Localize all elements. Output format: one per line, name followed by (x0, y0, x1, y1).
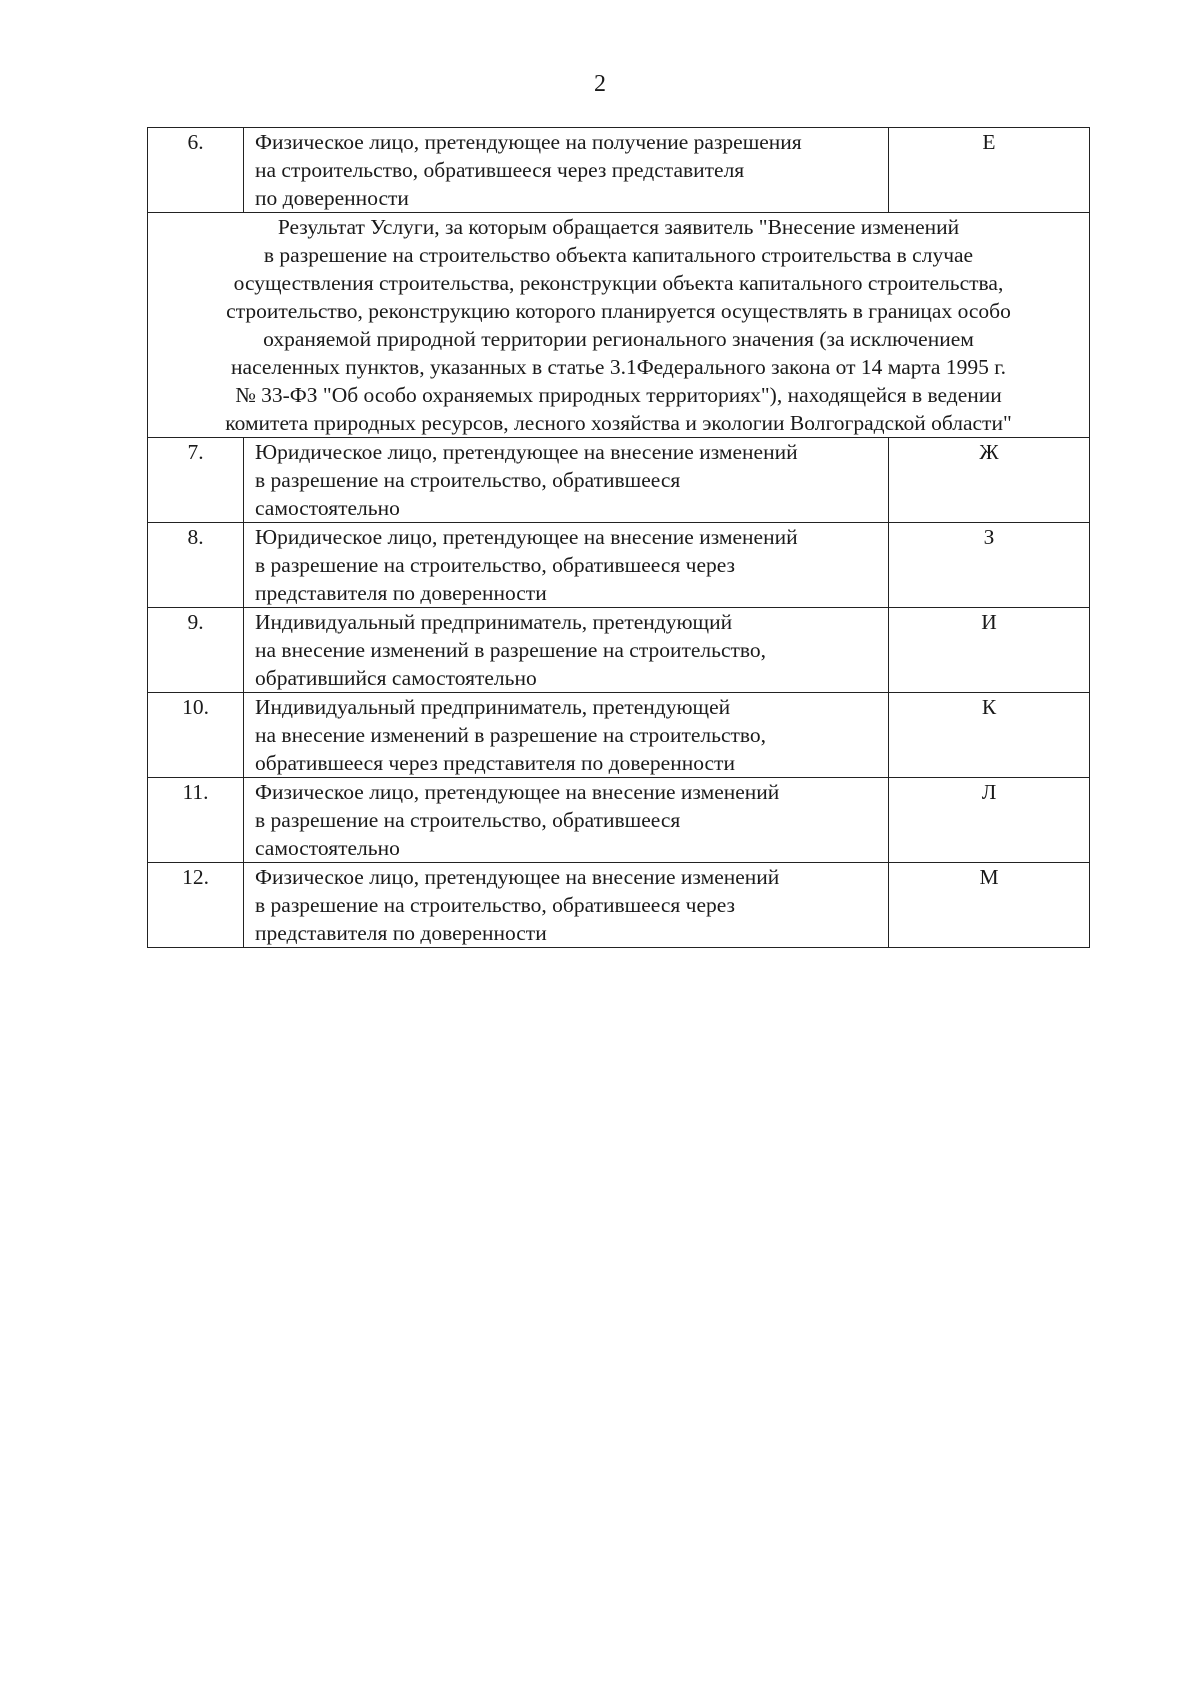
row-code: И (889, 608, 1090, 693)
page-number: 2 (594, 71, 606, 97)
description-line: самостоятельно (255, 836, 400, 860)
description-line: обратившееся через представителя по доверенности (255, 751, 735, 775)
section-header-line: № 33-ФЗ "Об особо охраняемых природных территориях"), находящейся в ведении (235, 383, 1002, 407)
description-line: обратившийся самостоятельно (255, 666, 537, 690)
table-row (148, 863, 1090, 948)
description-line: на строительство, обратившееся через представителя (255, 158, 745, 182)
section-header-line: охраняемой природной территории регионального значения (за исключением (263, 327, 974, 351)
section-header-row (148, 213, 1090, 438)
table-row (148, 693, 1090, 778)
applicant-table (147, 127, 1090, 948)
description-line: на внесение изменений в разрешение на строительство, (255, 723, 767, 747)
row-code: М (889, 863, 1090, 948)
description-line: на внесение изменений в разрешение на строительство, (255, 638, 767, 662)
description-line: в разрешение на строительство, обратившееся через (255, 893, 736, 917)
section-header (148, 213, 1090, 438)
description-line: по доверенности (255, 186, 409, 210)
description-line: в разрешение на строительство, обратившееся (255, 808, 681, 832)
description-line: Индивидуальный предприниматель, претендующий (255, 610, 733, 634)
row-number: 12. (148, 863, 244, 948)
table-row (148, 523, 1090, 608)
row-code: Е (889, 128, 1090, 213)
row-number: 9. (148, 608, 244, 693)
row-description (244, 693, 889, 778)
row-description (244, 523, 889, 608)
description-line: Физическое лицо, претендующее на получение разрешения (255, 130, 802, 154)
section-header-line: осуществления строительства, реконструкции объекта капитального строительства, (233, 271, 1004, 295)
description-line: представителя по доверенности (255, 581, 547, 605)
section-header-line: населенных пунктов, указанных в статье 3.1Федерального закона от 14 марта 1995 г. (231, 355, 1006, 379)
table-row (148, 128, 1090, 213)
section-header-line: комитета природных ресурсов, лесного хозяйства и экологии Волгоградской области" (225, 411, 1012, 435)
description-line: самостоятельно (255, 496, 400, 520)
table-row (148, 608, 1090, 693)
row-description (244, 863, 889, 948)
section-header-line: строительство, реконструкцию которого планируется осуществлять в границах особо (226, 299, 1011, 323)
row-code: Л (889, 778, 1090, 863)
row-code: К (889, 693, 1090, 778)
row-code: З (889, 523, 1090, 608)
description-line: Юридическое лицо, претендующее на внесение изменений (255, 440, 798, 464)
description-line: Индивидуальный предприниматель, претендующей (255, 695, 731, 719)
row-description (244, 438, 889, 523)
section-header-line: Результат Услуги, за которым обращается заявитель "Внесение изменений (277, 215, 960, 239)
description-line: в разрешение на строительство, обратившееся через (255, 553, 736, 577)
table-row (148, 778, 1090, 863)
table-row (148, 438, 1090, 523)
row-number: 11. (148, 778, 244, 863)
row-number: 7. (148, 438, 244, 523)
description-line: представителя по доверенности (255, 921, 547, 945)
row-code: Ж (889, 438, 1090, 523)
description-line: Физическое лицо, претендующее на внесение изменений (255, 780, 780, 804)
row-description (244, 608, 889, 693)
description-line: в разрешение на строительство, обратившееся (255, 468, 681, 492)
description-line: Юридическое лицо, претендующее на внесение изменений (255, 525, 798, 549)
section-header-line: в разрешение на строительство объекта капитального строительства в случае (263, 243, 974, 267)
row-description (244, 128, 889, 213)
row-number: 6. (148, 128, 244, 213)
row-number: 8. (148, 523, 244, 608)
description-line: Физическое лицо, претендующее на внесение изменений (255, 865, 780, 889)
row-description (244, 778, 889, 863)
row-number: 10. (148, 693, 244, 778)
